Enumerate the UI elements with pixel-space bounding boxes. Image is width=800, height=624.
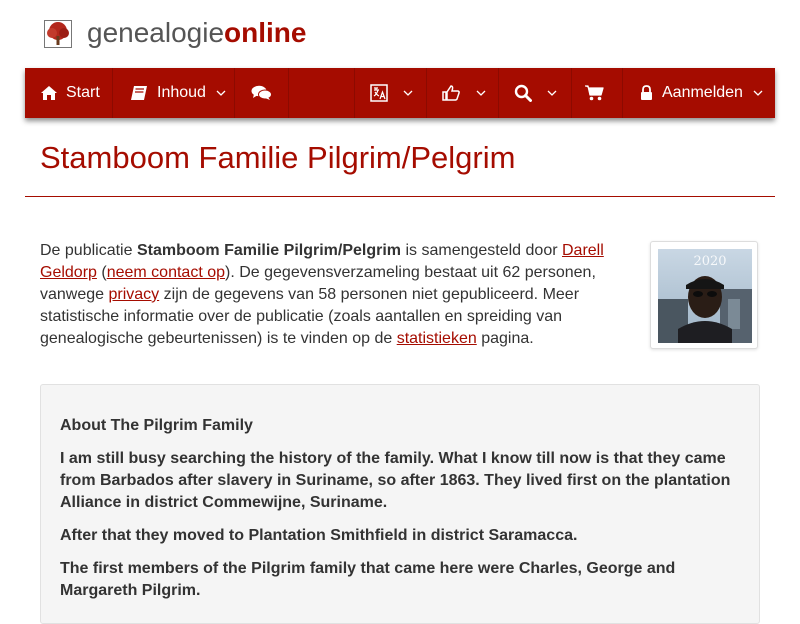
nav-search[interactable] [499, 68, 572, 118]
chevron-down-icon [476, 90, 486, 96]
about-heading: About The Pilgrim Family [60, 417, 253, 434]
site-header [0, 0, 800, 68]
nav-contents-label: Inhoud [157, 84, 206, 101]
about-content [60, 415, 740, 613]
about-paragraph: The first members of the Pilgrim family that came here were Charles, George and Margareth Pilgrim. [60, 560, 676, 599]
statistics-link[interactable]: statistieken [396, 330, 477, 347]
nav-social[interactable] [427, 68, 499, 118]
nav-login-label: Aanmelden [662, 84, 743, 101]
publication-name: Stamboom Familie Pilgrim/Pelgrim [136, 242, 402, 259]
intro-text: pagina. [476, 330, 534, 347]
page-title: Stamboom Familie Pilgrim/Pelgrim [40, 140, 516, 175]
chevron-down-icon [216, 90, 226, 96]
author-link[interactable]: Darell Geldorp [40, 242, 604, 281]
chevron-down-icon [547, 90, 557, 96]
chevron-down-icon [753, 90, 763, 96]
nav-login[interactable] [623, 68, 775, 118]
comments-icon [251, 85, 272, 101]
intro-text: ( [96, 264, 107, 281]
home-icon [40, 85, 58, 101]
about-paragraph: After that they moved to Plantation Smithfield in district Saramacca. [60, 527, 578, 544]
author-photo-frame [650, 241, 758, 349]
nav-shop[interactable] [572, 68, 623, 118]
intro-text: is samengesteld door [401, 242, 562, 259]
nav-contents[interactable] [113, 68, 235, 118]
nav-start-label: Start [66, 84, 100, 101]
privacy-link[interactable]: privacy [108, 286, 160, 303]
contact-link[interactable]: neem contact op [106, 264, 225, 281]
title-divider [25, 196, 775, 197]
search-icon [514, 84, 532, 102]
main-navbar [25, 68, 775, 118]
nav-forum[interactable] [235, 68, 289, 118]
cart-icon [585, 85, 604, 101]
intro-text: ). De gegevensverzameling bestaat uit 62 personen, vanwege [40, 264, 596, 303]
photo-overlay-text: 2020 [693, 254, 727, 269]
about-paragraph: I am still busy searching the history of the family. What I know till now is that they came from Barbados after slavery in Suriname, so after 1863. They lived first on the plantation Alliance in district Commewijne, Suriname. [60, 450, 731, 511]
intro-text: De publicatie [40, 242, 137, 259]
intro-text: zijn de gegevens van 58 personen niet gepubliceerd. Meer statistische informatie over de publicatie (zoals aantallen en spreiding van genealogische gebeurtenissen) is te vinden op de [40, 286, 580, 347]
nav-start[interactable] [25, 68, 113, 118]
nav-language[interactable] [354, 68, 427, 118]
lock-icon [640, 85, 653, 101]
logo-text-part1: genealogie [87, 17, 225, 48]
logo-text-part2: online [224, 17, 307, 48]
chevron-down-icon [403, 90, 413, 96]
publication-intro [40, 240, 620, 350]
thumbs-up-icon [441, 84, 461, 102]
book-icon [130, 85, 148, 101]
author-photo [658, 249, 752, 343]
translate-icon [370, 84, 388, 102]
tree-logo-icon[interactable] [44, 20, 72, 48]
about-panel [40, 384, 760, 624]
site-logo[interactable] [87, 16, 306, 50]
